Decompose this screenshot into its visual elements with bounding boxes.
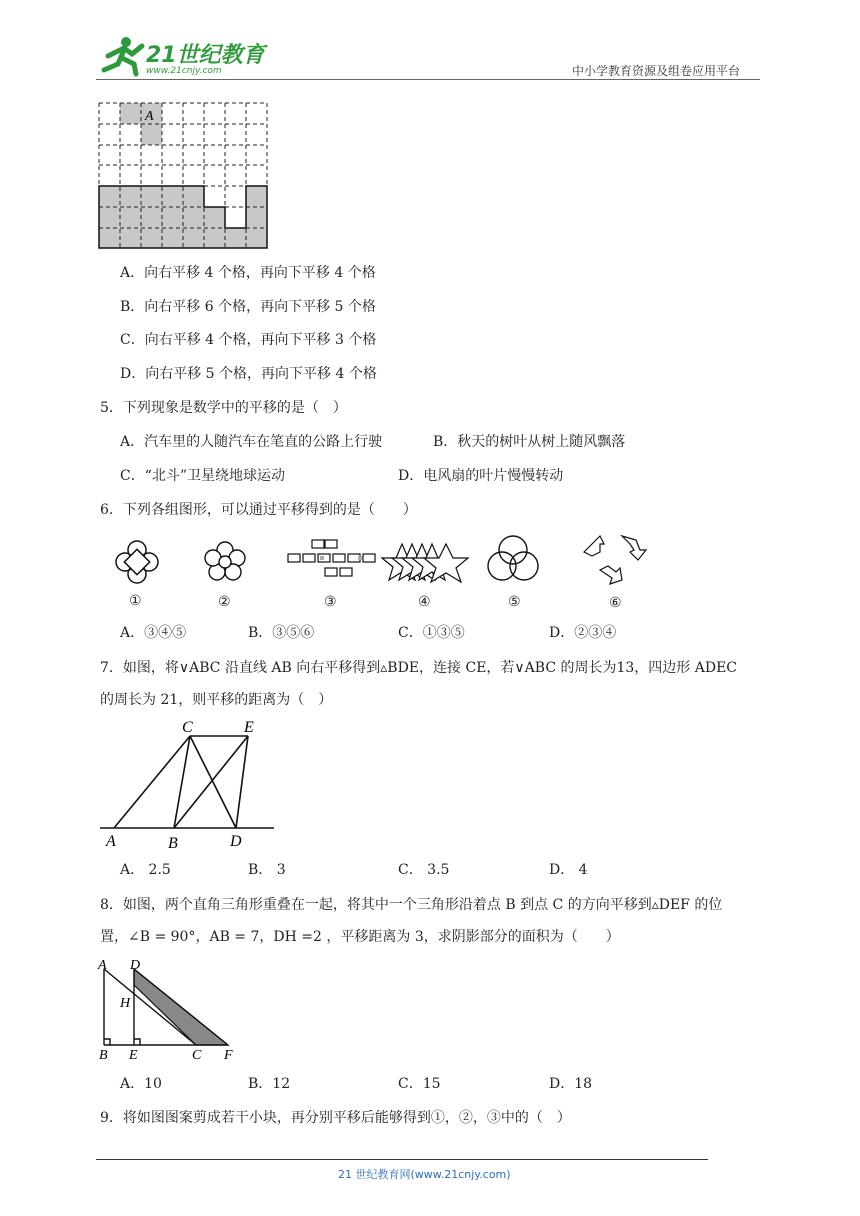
q7-figure [98,716,278,856]
q7-option-c[interactable]: C． 3.5 [398,862,450,878]
q6-label-3: ③ [324,594,337,610]
q9-stem: 9．将如图图案剪成若干小块，再分别平移后能够得到①，②，③中的（ ） [100,1110,571,1126]
figure-2-icon [205,542,245,580]
q5-option-b[interactable]: B．秋天的树叶从树上随风飘落 [433,434,626,450]
q8-point-a: A [98,958,107,973]
q6-option-b[interactable]: B．③⑤⑥ [248,625,315,641]
q7-point-e: E [244,719,254,736]
q6-label-2: ② [218,594,231,610]
q8-point-e: E [129,1048,138,1063]
q8-point-c: C [192,1048,202,1063]
q6-stem: 6．下列各组图形，可以通过平移得到的是（ ） [100,502,417,518]
q7-stem-line1: 7．如图，将∨ABC 沿直线 AB 向右平移得到▵BDE，连接 CE，若∨ABC 的周长为13，四边形 ADEC [100,660,738,676]
q6-label-4: ④ [418,594,431,610]
q5-stem: 5．下列现象是数学中的平移的是（ ） [100,400,347,416]
q7-point-a: A [106,833,116,850]
q8-point-d: D [130,958,141,973]
q5-option-c[interactable]: C．“北斗”卫星绕地球运动 [120,468,286,484]
figure-5-icon [488,536,538,580]
q8-stem-line2: 置，∠B = 90°，AB = 7，DH =2 ，平移距离为 3，求阴影部分的面积为（ ） [100,929,620,945]
q4-option-a[interactable]: A．向右平移 4 个格，再向下平移 4 个格 [120,265,376,281]
q7-stem-line2: 的周长为 21，则平移的距离为（ ） [100,692,333,708]
q7-option-d[interactable]: D． 4 [549,862,588,878]
figure-1-icon [116,541,158,583]
q8-point-f: F [224,1048,233,1063]
q4-grid-figure [98,102,270,254]
q6-figures [100,530,660,594]
q6-option-c[interactable]: C．①③⑤ [398,625,465,641]
q8-option-b[interactable]: B．12 [248,1076,291,1092]
q4-option-c[interactable]: C．向右平移 4 个格，再向下平移 3 个格 [120,332,377,348]
figure-3-icon [288,540,375,576]
q4-option-b[interactable]: B．向右平移 6 个格，再向下平移 5 个格 [120,299,376,315]
footer-divider [96,1159,708,1160]
q8-point-h: H [120,996,131,1011]
q5-option-a[interactable]: A．汽车里的人随汽车在笔直的公路上行驶 [120,434,383,450]
q8-option-d[interactable]: D．18 [549,1076,593,1092]
q6-label-6: ⑥ [609,595,622,611]
header-divider [96,79,760,80]
q7-option-b[interactable]: B． 3 [248,862,286,878]
q4-option-d[interactable]: D．向右平移 5 个格，再向下平移 4 个格 [120,366,377,382]
q6-label-5: ⑤ [508,594,521,610]
logo-title: 21世纪教育 [146,43,265,68]
q6-option-a[interactable]: A．③④⑤ [120,625,187,641]
q6-label-1: ① [129,593,142,609]
q8-stem-line1: 8．如图，两个直角三角形重叠在一起，将其中一个三角形沿着点 B 到点 C 的方向平移到▵DEF 的位 [100,897,723,913]
q8-option-c[interactable]: C．15 [398,1076,441,1092]
figure-6-icon [584,536,646,584]
footer-link[interactable]: 21 世纪教育网(www.21cnjy.com) [338,1168,511,1181]
header-platform-text: 中小学教育资源及组卷应用平台 [572,64,741,78]
figure-4-icon [382,544,468,582]
q8-option-a[interactable]: A．10 [120,1076,162,1092]
q7-point-b: B [168,835,178,852]
q7-point-c: C [182,719,193,736]
q5-option-d[interactable]: D．电风扇的叶片慢慢转动 [398,468,564,484]
q8-figure [96,955,246,1069]
grid-label-a: A [145,109,154,124]
q6-option-d[interactable]: D．②③④ [549,625,617,641]
q8-point-b: B [99,1048,108,1063]
q7-point-d: D [230,833,242,850]
logo-url: www.21cnjy.com [146,66,222,76]
q7-option-a[interactable]: A． 2.5 [120,862,171,878]
